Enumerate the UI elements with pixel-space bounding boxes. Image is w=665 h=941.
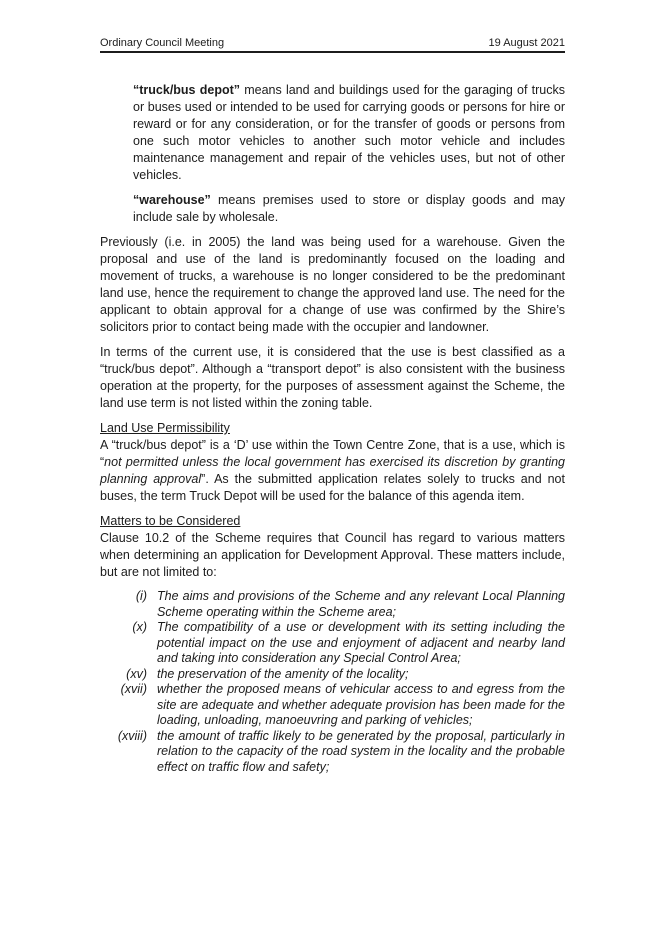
text-run: “warehouse” (133, 193, 211, 207)
text-run: Clause 10.2 of the Scheme requires that Council has regard to various matters when determining an application for Development Approval. These matters include, but are not limited to: (100, 531, 565, 579)
definition-paragraph (133, 82, 565, 184)
list-item-marker: (xv) (126, 666, 147, 681)
list-item (100, 682, 565, 729)
body-paragraph (100, 344, 565, 412)
list-item-marker: (x) (132, 620, 147, 634)
list-item-text: whether the proposed means of vehicular access to and egress from the site are adequate and whether adequate provision has been made for the loading, unloading, manoeuvring and parking of vehicles; (157, 682, 565, 727)
list-item-marker: (i) (135, 589, 147, 603)
list-item (100, 667, 565, 683)
list-item (100, 589, 565, 620)
document-body (100, 82, 565, 775)
header-title: Ordinary Council Meeting (100, 37, 225, 49)
page-header (100, 37, 565, 53)
list-item-text: the preservation of the amenity of the locality; (157, 666, 409, 681)
list-item-text: The compatibility of a use or development with its setting including the potential impact on the use and enjoyment of adjacent and nearby land and taking into consideration any Special Control Area; (157, 620, 565, 665)
text-run: A “truck/bus depot” is a ‘D’ use within the Town Centre Zone, that is a use, which is “ (100, 438, 565, 469)
list-item (100, 620, 565, 667)
section-heading-text: Matters to be Considered (100, 514, 241, 528)
text-run: ”. As the submitted application relates solely to trucks and not buses, the term Truck Depot will be used for the balance of this agenda item. (100, 472, 565, 503)
list-item-marker: (xvii) (120, 682, 147, 696)
header-date: 19 August 2021 (488, 37, 565, 49)
body-paragraph (100, 234, 565, 336)
text-run: means land and buildings used for the garaging of trucks or buses used or intended to be used for carrying goods or persons for hire or reward or for any consideration, or for the transfer of goods or persons from one such motor vehicles to another such motor vehicle and includes maintenance management and repair of the vehicles uses, but not of other vehicles. (133, 83, 565, 182)
considerations-list (100, 589, 565, 775)
section-heading (100, 420, 565, 437)
text-run: means premises used to store or display goods and may include sale by wholesale. (133, 193, 565, 224)
text-run: In terms of the current use, it is considered that the use is best classified as a “truck/bus depot”. Although a “transport depot” is also consistent with the business operation at the property, for the purposes of assessment against the Scheme, the land use term is not listed within the zoning table. (100, 345, 565, 410)
list-item-text: the amount of traffic likely to be generated by the proposal, particularly in relation to the capacity of the road system in the locality and the probable effect on traffic flow and safety; (157, 728, 565, 774)
definition-paragraph (133, 192, 565, 226)
list-item-marker: (xviii) (117, 728, 147, 743)
section-heading (100, 513, 565, 530)
body-paragraph (100, 530, 565, 581)
text-run: “truck/bus depot” (133, 83, 240, 97)
section-heading-text: Land Use Permissibility (100, 421, 230, 435)
list-item-text: The aims and provisions of the Scheme and any relevant Local Planning Scheme operating within the Scheme area; (157, 589, 565, 619)
text-run: not permitted unless the local government has exercised its discretion by granting planning approval (100, 455, 565, 486)
text-run: Previously (i.e. in 2005) the land was being used for a warehouse. Given the proposal and use of the land is predominantly focused on the loading and movement of trucks, a warehouse is no longer considered to be the predominant land use, hence the requirement to change the approved land use. The need for the applicant to obtain approval for a change of use was confirmed by the Shire’s solicitors prior to contact being made with the occupier and landowner. (100, 235, 565, 334)
body-paragraph (100, 437, 565, 505)
list-item (100, 729, 565, 776)
